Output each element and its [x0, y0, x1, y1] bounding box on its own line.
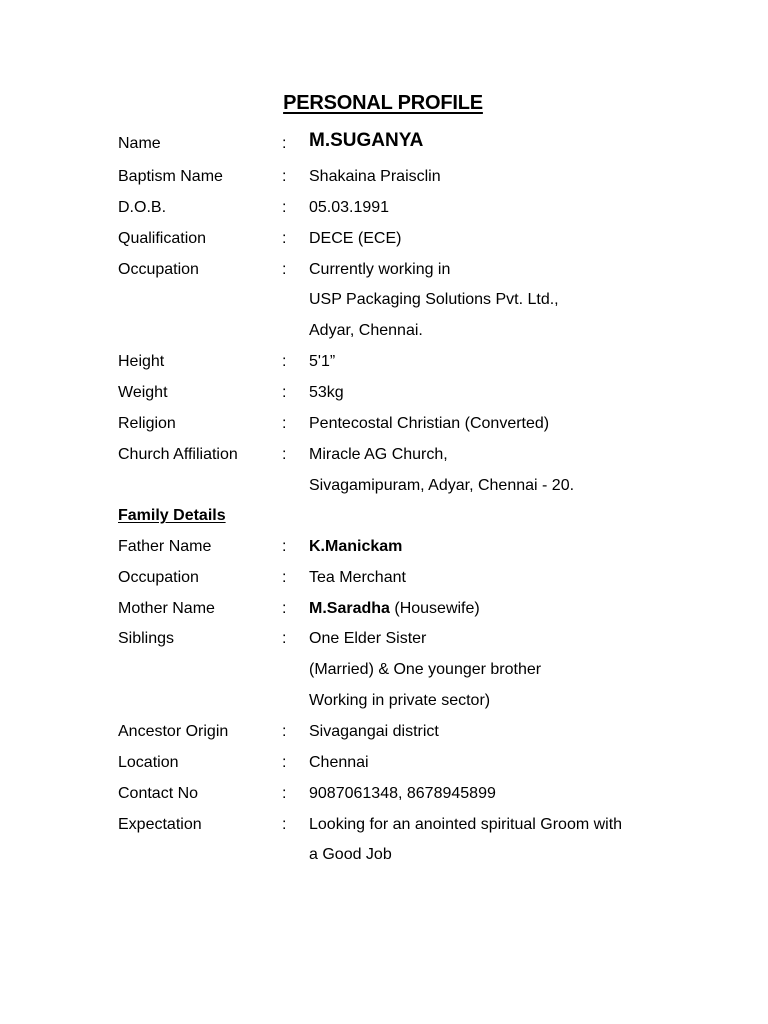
separator: : — [282, 816, 287, 833]
separator: : — [282, 569, 287, 586]
expectation-line: a Good Job — [309, 846, 392, 863]
family-details-heading: Family Details — [118, 507, 226, 524]
mother-name: M.Saradha — [309, 600, 390, 617]
row-location — [0, 752, 768, 783]
father-occupation-value: Tea Merchant — [309, 569, 406, 586]
weight-label: Weight — [118, 384, 168, 401]
row-siblings-cont — [0, 659, 768, 690]
occupation-label: Occupation — [118, 261, 199, 278]
row-qualification — [0, 228, 768, 259]
weight-value: 53kg — [309, 384, 344, 401]
separator: : — [282, 723, 287, 740]
separator: : — [282, 446, 287, 463]
qualification-value: DECE (ECE) — [309, 230, 402, 247]
contact-no-label: Contact No — [118, 785, 199, 802]
occupation-value-line: USP Packaging Solutions Pvt. Ltd., — [309, 291, 559, 308]
occupation-value-line: Currently working in — [309, 261, 451, 278]
contact-no-value: 9087061348, 8678945899 — [309, 785, 496, 802]
dob-label: D.O.B. — [118, 199, 167, 216]
location-label: Location — [118, 754, 179, 771]
father-name-label: Father Name — [118, 538, 212, 555]
row-siblings-cont — [0, 690, 768, 721]
separator: : — [282, 785, 287, 802]
row-weight — [0, 382, 768, 413]
height-value: 5'1” — [309, 353, 336, 370]
row-father-name — [0, 536, 768, 567]
siblings-line: One Elder Sister — [309, 630, 427, 647]
row-church-cont — [0, 475, 768, 506]
siblings-label: Siblings — [118, 630, 175, 647]
father-occupation-label: Occupation — [118, 569, 199, 586]
separator: : — [282, 630, 287, 647]
page-title-text: PERSONAL PROFILE — [283, 92, 483, 114]
height-label: Height — [118, 353, 165, 370]
row-contact-no — [0, 783, 768, 814]
row-dob — [0, 197, 768, 228]
row-baptism-name — [0, 166, 768, 197]
row-father-occupation — [0, 567, 768, 598]
separator: : — [282, 199, 287, 216]
church-affiliation-line: Sivagamipuram, Adyar, Chennai - 20. — [309, 477, 575, 494]
mother-name-label: Mother Name — [118, 600, 215, 617]
father-name-value: K.Manickam — [309, 538, 403, 555]
name-label: Name — [118, 135, 161, 152]
separator: : — [282, 135, 287, 152]
mother-note: (Housewife) — [389, 600, 480, 617]
baptism-name-label: Baptism Name — [118, 168, 223, 185]
row-church-affiliation — [0, 444, 768, 475]
mother-name-value — [309, 598, 480, 620]
row-occupation — [0, 259, 768, 290]
church-affiliation-label: Church Affiliation — [118, 446, 238, 463]
religion-value: Pentecostal Christian (Converted) — [309, 415, 550, 432]
separator: : — [282, 261, 287, 278]
row-height — [0, 351, 768, 382]
location-value: Chennai — [309, 754, 369, 771]
religion-label: Religion — [118, 415, 176, 432]
row-occupation-cont — [0, 320, 768, 351]
separator: : — [282, 600, 287, 617]
siblings-line: Working in private sector) — [309, 692, 491, 709]
row-mother-name — [0, 598, 768, 629]
row-ancestor-origin — [0, 721, 768, 752]
church-affiliation-line: Miracle AG Church, — [309, 446, 448, 463]
dob-value: 05.03.1991 — [309, 199, 390, 216]
ancestor-origin-value: Sivagangai district — [309, 723, 439, 740]
separator: : — [282, 384, 287, 401]
row-occupation-cont — [0, 289, 768, 320]
separator: : — [282, 168, 287, 185]
row-expectation — [0, 814, 768, 845]
qualification-label: Qualification — [118, 230, 207, 247]
family-details-heading-row — [0, 505, 768, 536]
separator: : — [282, 415, 287, 432]
name-value: M.SUGANYA — [309, 130, 424, 151]
page-title — [0, 89, 766, 117]
expectation-line: Looking for an anointed spiritual Groom with — [309, 816, 623, 833]
expectation-label: Expectation — [118, 816, 202, 833]
occupation-value-line: Adyar, Chennai. — [309, 322, 423, 339]
ancestor-origin-label: Ancestor Origin — [118, 723, 229, 740]
row-expectation-cont — [0, 844, 768, 875]
separator: : — [282, 230, 287, 247]
baptism-name-value: Shakaina Praisclin — [309, 168, 441, 185]
separator: : — [282, 754, 287, 771]
siblings-line: (Married) & One younger brother — [309, 661, 542, 678]
row-siblings — [0, 628, 768, 659]
row-name — [0, 130, 768, 164]
row-religion — [0, 413, 768, 444]
separator: : — [282, 538, 287, 555]
separator: : — [282, 353, 287, 370]
